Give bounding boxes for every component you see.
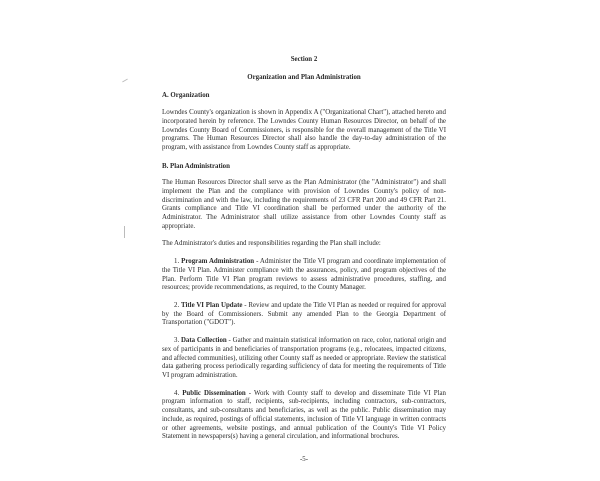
heading-plan-administration: B. Plan Administration bbox=[162, 162, 230, 170]
scan-mark bbox=[122, 79, 128, 83]
paragraph-plan-administration: The Human Resources Director shall serve as the Plan Administrator (the "Administrator") and shall implement the Plan and the compliance with provision of Lowndes County's policy of non-discrimination and with the law, including the requirements of 23 CFR Part 200 and 49 CFR Part 21. Grants compliance and Title VI coordination shall be performed under the authority of the Administrator. The Administrator shall utilize assistance from other Lowndes County staff as appropriate. bbox=[162, 179, 446, 230]
page-number: -5- bbox=[299, 455, 309, 463]
scan-mark bbox=[124, 226, 125, 238]
duty-item: 3. Data Collection - Gather and maintain statistical information on race, color, national origin and sex of participants in and beneficiaries of transportation programs (e.g., relocatees, impacted citizens, and affected communities), utilizing other County staff as needed or appropriate. Review the statistical data gathering process periodically regarding sufficiency of data for meeting the requirements of Title VI program administration. bbox=[162, 337, 446, 379]
duty-item: 2. Title VI Plan Update - Review and update the Title VI Plan as needed or required for approval by the Board of Commissioners. Submit any amended Plan to the Georgia Department of Transportation ("GDOT"). bbox=[162, 302, 446, 327]
duties-intro: The Administrator's duties and responsibilities regarding the Plan shall include: bbox=[162, 239, 381, 247]
duty-item: 1. Program Administration - Administer the Title VI program and coordinate implementation of the Title VI Plan. Administer compliance with the assurances, policy, and program objectives of the Plan. Perform Title VI Plan program reviews to assess administrative procedures, staffing, and resources; provide recommendations, as required, to the County Manager. bbox=[162, 258, 446, 292]
duty-item: 4. Public Dissemination - Work with County staff to develop and disseminate Title VI Plan program information to staff, recipients, sub-recipients, including contractors, sub-contractors, consultants, and sub-consultants and beneficiaries, as well as the public. Public dissemination may include, as required, postings of official statements, inclusion of Title VI language in written contracts or other agreements, website postings, and annual publication of the County's Title VI Policy Statement in newspapers(s) having a general circulation, and informational brochures. bbox=[162, 389, 446, 441]
heading-organization: A. Organization bbox=[162, 92, 210, 100]
document-body bbox=[162, 0, 446, 481]
page-title: Organization and Plan Administration bbox=[247, 73, 361, 81]
paragraph-organization: Lowndes County's organization is shown in Appendix A ("Organizational Chart"), attached hereto and incorporated herein by reference. The Lowndes County Human Resources Director, on behalf of the Lowndes County Board of Commissioners, is responsible for the overall management of the Title VI programs. The Human Resources Director shall also handle the day-to-day administration of the program, with assistance from Lowndes County staff as appropriate. bbox=[162, 109, 446, 151]
section-label: Section 2 bbox=[290, 56, 318, 63]
